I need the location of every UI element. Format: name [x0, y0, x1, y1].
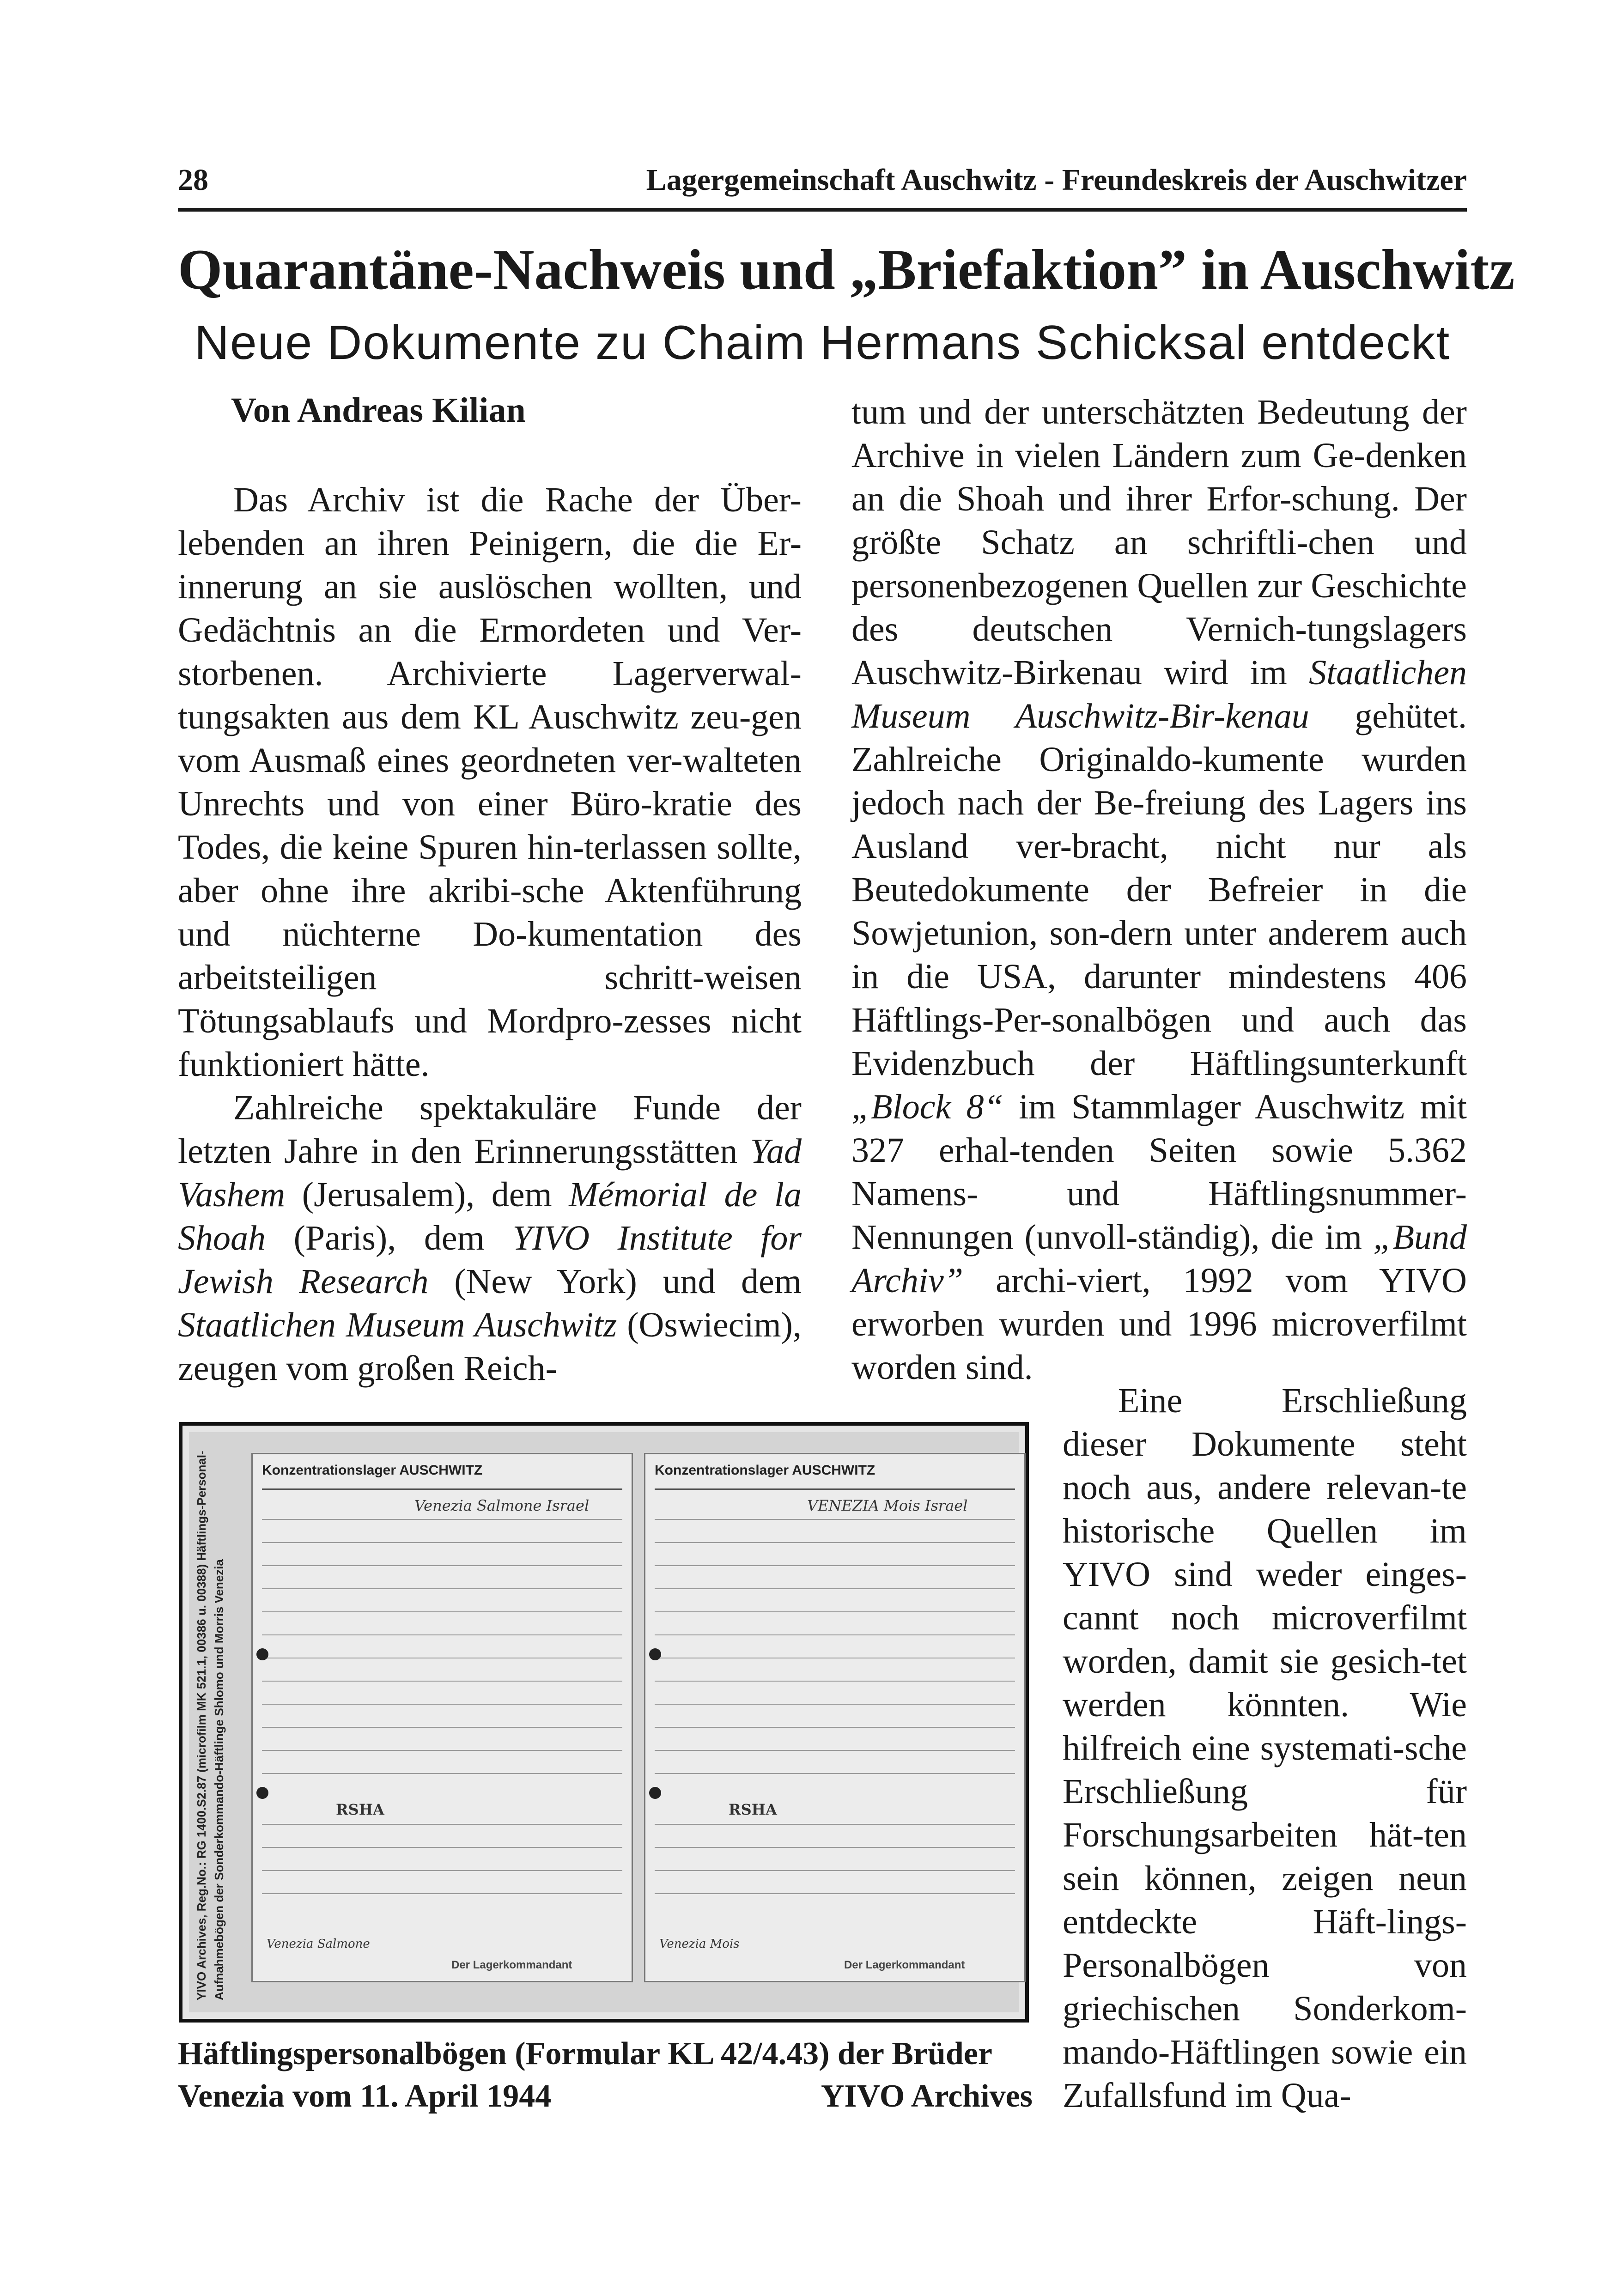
- prisoner-form-right: [644, 1453, 1026, 1982]
- running-head: Lagergemeinschaft Auschwitz - Freundeskreis der Auschwitzer: [646, 163, 1467, 197]
- document-photo: [179, 1422, 1029, 2023]
- form-rule: [655, 1681, 1015, 1682]
- form-rule: [262, 1704, 622, 1705]
- punch-hole: [256, 1648, 268, 1660]
- paragraph-4: Eine Erschließung dieser Dokumente steht noch aus, andere relevan-te historische Quellen im YIVO sind weder einges-cannt noch microverfilmt worden, damit sie gesich-tet werden könnten. Wie hilfreich eine systemati-sche Erschließung für Forschungsarbeiten hät-ten sein können, zeigen neun entdeckte Häft-lings-Personalbögen von griechischen Sonderkom-mando-Häftlingen sowie ein Zufallsfund im Qua-: [1063, 1381, 1467, 2115]
- form-rule: [262, 1870, 622, 1871]
- form-rule: [655, 1519, 1015, 1520]
- photo-background: [189, 1432, 1019, 2012]
- italic-museum-birkenau: Staatlichen Museum Auschwitz-Bir-kenau: [851, 653, 1467, 735]
- text-run: archi-viert, 1992 vom YIVO erworben wurden und 1996 microverfilmt worden sind.: [851, 1261, 1467, 1387]
- caption-text: Venezia vom 11. April 1944: [178, 2078, 552, 2114]
- punch-hole: [256, 1787, 268, 1799]
- text-column-left: [178, 478, 802, 1390]
- text-run: (New York) und dem: [428, 1262, 802, 1301]
- form-rule: [262, 1824, 622, 1825]
- form-rule: [655, 1893, 1015, 1894]
- punch-hole: [649, 1648, 661, 1660]
- caption-line-2: [178, 2075, 1033, 2118]
- italic-museum: Staatlichen Museum Auschwitz: [178, 1306, 617, 1344]
- form-rule: [655, 1611, 1015, 1612]
- text-run: (Jerusalem), dem: [285, 1175, 569, 1214]
- form-name: VENEZIA Mois Israel: [807, 1497, 968, 1514]
- archive-note-vertical: YIVO Archives, Reg.No.: RG 1400.S2.87 (microfilm MK 521.1, 00386 u. 00388) Häftlings-Personal-Aufnahmebögen der Sonderkommando-Häftlinge Shlomo und Morris Venezia: [195, 1451, 226, 2000]
- page-number: 28: [178, 163, 208, 197]
- italic-yivo: YIVO Institute for Jewish Research: [178, 1219, 802, 1301]
- form-rule: [262, 1681, 622, 1682]
- italic-memorial: Mémorial de la Shoah: [178, 1175, 802, 1257]
- text-run: (Oswiecim), zeugen vom großen Reich-: [178, 1306, 802, 1388]
- form-stamp: RSHA: [729, 1801, 777, 1818]
- text-column-right-lower: [1063, 1379, 1467, 2117]
- form-header: Konzentrationslager AUSCHWITZ: [655, 1463, 1015, 1490]
- text-run: im Stammlager Auschwitz mit 327 erhal-tenden Seiten sowie 5.362 Namens- und Häftlingsnummer-Nennungen (unvoll-ständig), die im: [851, 1087, 1467, 1257]
- text-run: tum und der unterschätzten Bedeutung der Archive in vielen Ländern zum Ge-denken an die Shoah und ihrer Erfor-schung. Der größte Schatz an schriftli-chen und personenbezogenen Quellen zur Geschichte des deutschen Vernich-tungslagers Auschwitz-Birkenau wird im: [851, 393, 1467, 692]
- form-rule: [655, 1824, 1015, 1825]
- form-rule: [655, 1870, 1015, 1871]
- form-stamp: RSHA: [336, 1801, 384, 1818]
- author-byline: Von Andreas Kilian: [231, 391, 526, 430]
- form-rule: [655, 1704, 1015, 1705]
- form-rule: [262, 1542, 622, 1543]
- form-rule: [655, 1588, 1015, 1589]
- form-rule: [262, 1727, 622, 1728]
- caption-line-1: [178, 2033, 1033, 2075]
- prisoner-form-left: [251, 1453, 633, 1982]
- paragraph-2: [178, 1086, 802, 1390]
- form-rule: [262, 1565, 622, 1566]
- form-rule: [655, 1727, 1015, 1728]
- punch-hole: [649, 1787, 661, 1799]
- form-signature: Venezia Mois: [659, 1937, 740, 1951]
- page-header: [178, 157, 1467, 212]
- form-rule: [655, 1773, 1015, 1774]
- form-rule: [655, 1750, 1015, 1751]
- figure-caption: [178, 2033, 1033, 2118]
- form-rule: [655, 1542, 1015, 1543]
- form-rule: [655, 1847, 1015, 1848]
- italic-bund-archiv: „Bund Archiv”: [851, 1218, 1467, 1300]
- form-rule: [262, 1519, 622, 1520]
- text-run: gehütet. Zahlreiche Originaldo-kumente wurden jedoch nach der Be-freiung des Lagers ins Ausland ver-bracht, nicht nur als Beutedokumente der Befreier in die Sowjetunion, son-dern unter anderem auch in die USA, darunter mindestens 406 Häftlings-Per-sonalbögen und auch das Evidenzbuch der Häftlingsunterkunft: [851, 697, 1467, 1083]
- italic-yad-vashem: Yad Vashem: [178, 1132, 802, 1214]
- form-name: Venezia Salmone Israel: [414, 1497, 590, 1514]
- form-rule: [262, 1773, 622, 1774]
- caption-credit: YIVO Archives: [821, 2078, 1033, 2114]
- paragraph-1: Das Archiv ist die Rache der Über-lebenden an ihren Peinigern, die die Er-innerung an sie auslöschen wollten, und Gedächtnis an die Ermordeten und Ver-storbenen. Archivierte Lagerverwal-tungsakten aus dem KL Auschwitz zeu-gen vom Ausmaß eines geordneten ver-walteten Unrechts und von einer Büro-kratie des Todes, die keine Spuren hin-terlassen sollte, aber ohne ihre akribi-sche Aktenführung und nüchterne Do-kumentation des arbeitsteiligen schritt-weisen Tötungsablaufs und Mordpro-zesses nicht funktioniert hätte.: [178, 480, 802, 1084]
- form-rule: [655, 1565, 1015, 1566]
- form-rule: [262, 1750, 622, 1751]
- text-run: Zahlreiche spektakuläre Funde der letzten Jahre in den Erinnerungsstätten: [178, 1088, 802, 1171]
- text-column-right: [851, 390, 1467, 1389]
- form-rule: [262, 1611, 622, 1612]
- form-rule: [655, 1634, 1015, 1635]
- form-rule: [262, 1893, 622, 1894]
- article-subtitle: Neue Dokumente zu Chaim Hermans Schicksal entdeckt: [194, 316, 1451, 370]
- form-rule: [262, 1588, 622, 1589]
- paragraph-3: [851, 390, 1467, 1389]
- form-footer: Der Lagerkommandant: [844, 1959, 965, 1971]
- text-run: (Paris), dem: [266, 1219, 513, 1257]
- form-rule: [262, 1847, 622, 1848]
- form-signature: Venezia Salmone: [267, 1937, 370, 1951]
- article-title: Quarantäne-Nachweis und „Briefaktion” in Auschwitz: [178, 238, 1515, 301]
- caption-text: Häftlingspersonalbögen (Formular KL 42/4.43) der Brüder: [178, 2036, 992, 2071]
- italic-block-8: „Block 8“: [851, 1087, 1003, 1126]
- form-rule: [262, 1634, 622, 1635]
- form-header: Konzentrationslager AUSCHWITZ: [262, 1463, 622, 1490]
- form-footer: Der Lagerkommandant: [451, 1959, 572, 1971]
